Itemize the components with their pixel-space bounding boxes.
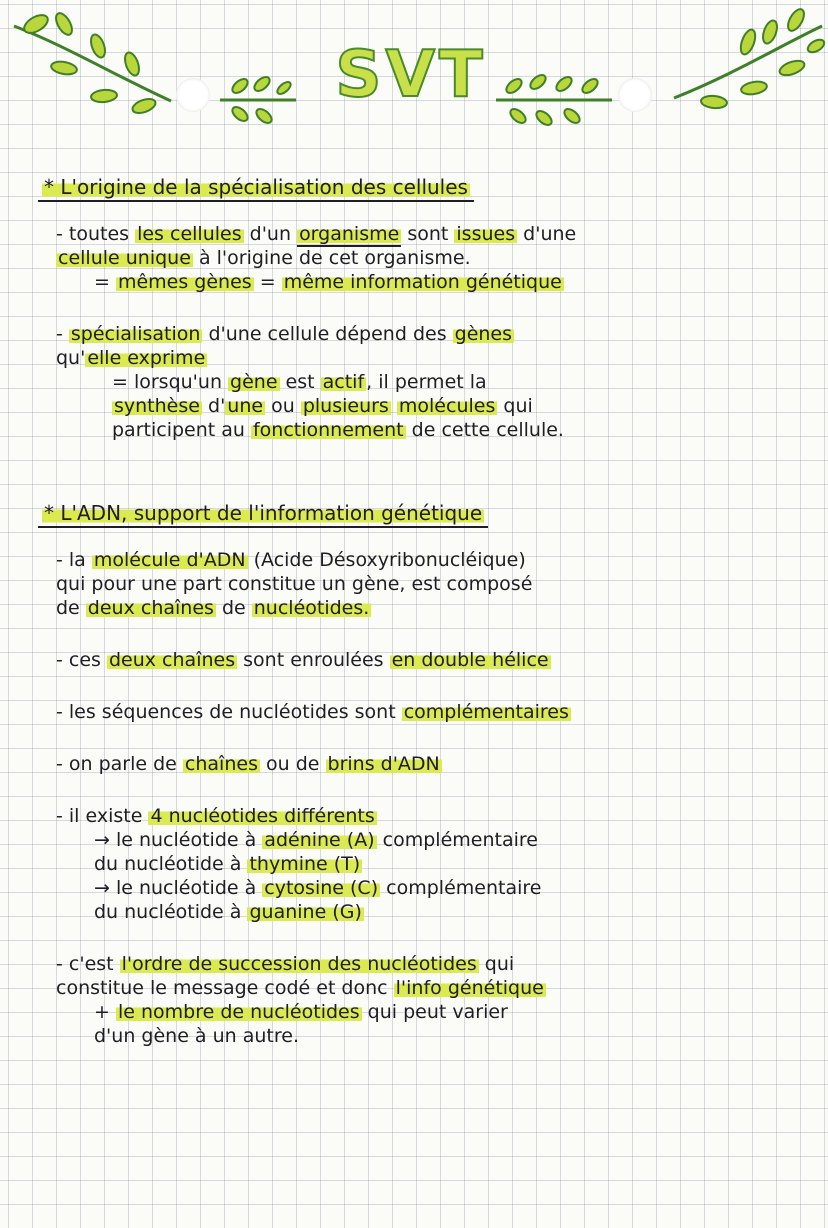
note-line-strands: - on parle de chaînes ou de brins d'ADN [56,753,440,775]
note-line: synthèse d' une ou plusieurs molécules qui [114,395,533,417]
note-line: + le nombre de nucléotides qui peut varier [94,1001,508,1023]
notes-content [38,172,808,1048]
leaf-sprig-right-icon [494,64,614,134]
note-line: - c'est l'ordre de succession des nucléotides qui [56,953,515,975]
section-title-origin: * L'origine de la spécialisation des cellules [38,172,474,202]
page-title: SVT [335,38,487,112]
leaf-branch-right-icon [670,6,826,116]
punch-hole-right [618,78,652,112]
page-header [0,0,828,140]
note-line: - la molécule d'ADN (Acide Désoxyribonucléique) [56,549,526,571]
note-line: participent au fonctionnement de cette cellule. [112,419,564,441]
paragraph-cells-origin [38,222,808,294]
note-line: → le nucléotide à cytosine (C) complémentaire [94,877,542,899]
note-line-double-helix: - ces deux chaînes sont enroulées en double hélice [56,649,549,671]
punch-hole-left [176,78,210,112]
note-line: = lorsqu'un gène est actif , il permet la [112,371,487,393]
paragraph-genetic-message [38,952,808,1048]
note-line: d'un gène à un autre. [94,1025,299,1047]
paragraph-nucleotides [38,804,808,924]
note-line: du nucléotide à thymine (T) [94,853,361,875]
leaf-sprig-left-icon [218,64,298,134]
paragraph-adn-molecule [38,548,808,620]
note-line: → le nucléotide à adénine (A) complémentaire [94,829,538,851]
note-line: constitue le message codé et donc l'info génétique [56,977,544,999]
note-line: - spécialisation d'une cellule dépend des gènes [56,323,513,345]
note-line: qui pour une part constitue un gène, est composé [56,573,533,595]
note-line: qu' elle exprime [56,347,206,369]
note-line: cellule unique à l'origine de cet organisme. [58,247,471,269]
note-line: - il existe 4 nucléotides différents [56,805,375,827]
note-line-complementary: - les séquences de nucléotides sont complémentaires [56,701,569,723]
leaf-branch-left-icon [6,6,176,116]
note-line: de deux chaînes de nucléotides. [56,597,370,619]
paragraph-specialisation [38,322,808,442]
section-title-adn: * L'ADN, support de l'information génétique [38,498,488,528]
note-line: - toutes les cellules d'un organisme sont issues d'une [56,223,577,245]
note-line: = mêmes gènes = même information génétique [94,271,562,293]
note-line: du nucléotide à guanine (G) [94,901,362,923]
